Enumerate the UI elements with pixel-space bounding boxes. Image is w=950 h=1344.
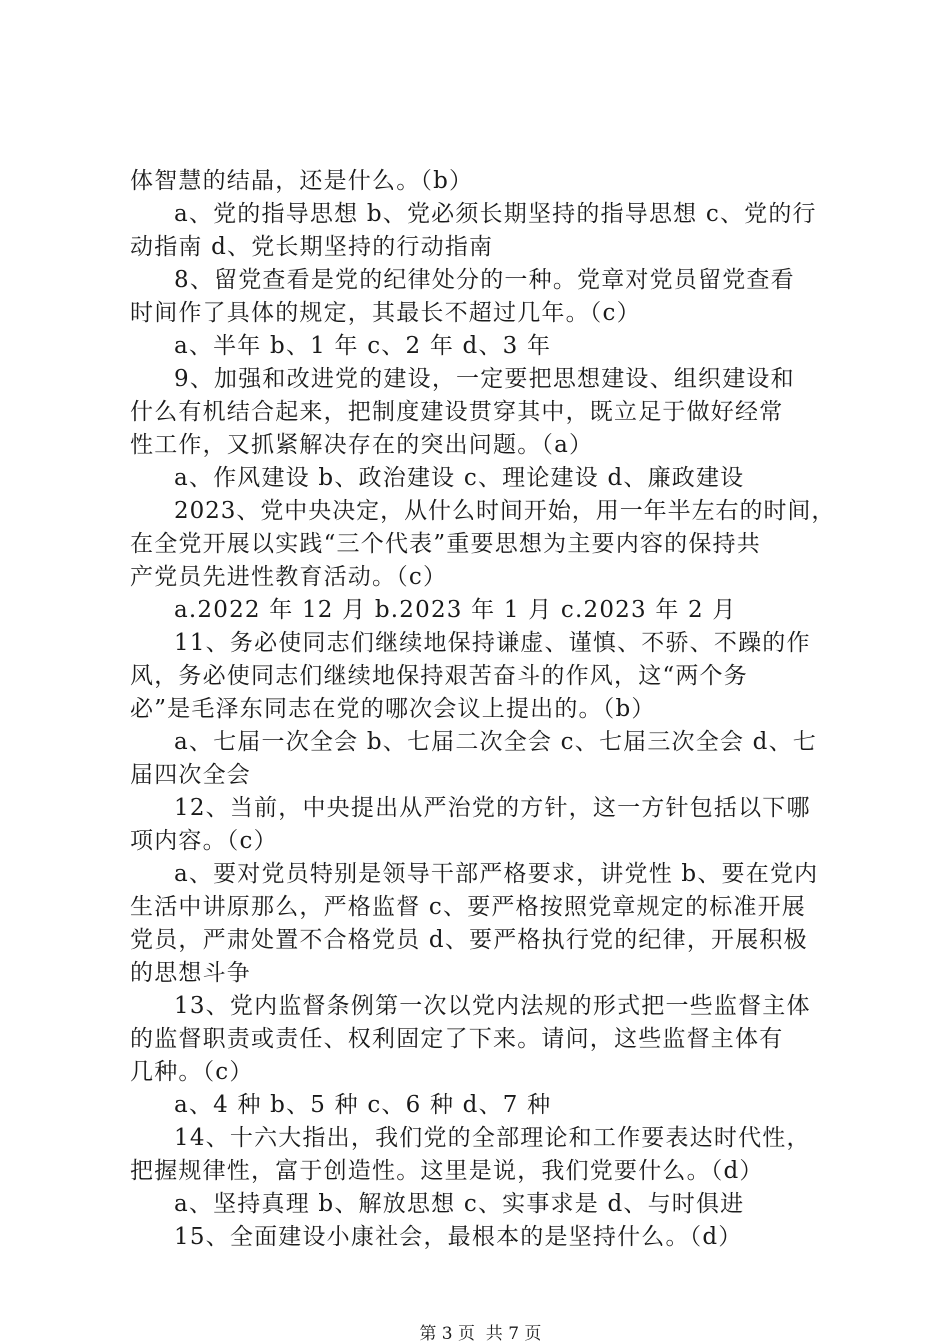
text-line: 几种。（c） [130,1059,254,1085]
text-line: 性工作，又抓紧解决存在的突出问题。（a） [130,432,594,458]
page-footer [0,1299,950,1344]
text-line: a、作风建设 b、政治建设 c、理论建设 d、廉政建设 [174,465,745,491]
text-line: 动指南 d、党长期坚持的行动指南 [130,234,494,260]
text-line: 14、十六大指出，我们党的全部理论和工作要表达时代性， [174,1125,811,1151]
text-line: 生活中讲原那么，严格监督 c、要严格按照党章规定的标准开展 [130,894,806,920]
text-line: 项内容。（c） [130,828,278,854]
text-line: a、4 种 b、5 种 c、6 种 d、7 种 [174,1092,552,1118]
text-line: 届四次全会 [130,762,251,788]
text-line: 风，务必使同志们继续地保持艰苦奋斗的作风，这“两个务 [130,663,748,689]
text-line: 党员，严肃处置不合格党员 d、要严格执行党的纪律，开展积极 [130,927,808,953]
text-line: 时间作了具体的规定，其最长不超过几年。（c） [130,300,641,326]
text-line: 体智慧的结晶，还是什么。（b） [130,168,474,194]
text-line: a、七届一次全会 b、七届二次全会 c、七届三次全会 d、七 [174,729,817,755]
text-line: 2023、党中央决定，从什么时间开始，用一年半左右的时间， [174,498,836,524]
page-number-label: 第 3 页 共 7 页 [419,1324,542,1344]
text-line: 把握规律性，富于创造性。这里是说，我们党要什么。（d） [130,1158,764,1184]
text-line: a、半年 b、1 年 c、2 年 d、3 年 [174,333,552,359]
text-line: 9、加强和改进党的建设，一定要把思想建设、组织建设和 [174,366,795,392]
text-line: 产党员先进性教育活动。（c） [130,564,448,590]
text-line: 什么有机结合起来，把制度建设贯穿其中，既立足于做好经常 [130,399,784,425]
text-line: 的监督职责或责任、权利固定了下来。请问，这些监督主体有 [130,1026,784,1052]
text-line: a、坚持真理 b、解放思想 c、实事求是 d、与时俱进 [174,1191,745,1217]
text-line: 13、党内监督条例第一次以党内法规的形式把一些监督主体 [174,993,811,1019]
text-line: 11、务必使同志们继续地保持谦虚、谨慎、不骄、不躁的作 [174,630,811,656]
text-line: 必”是毛泽东同志在党的哪次会议上提出的。（b） [130,696,656,722]
text-line: 8、留党查看是党的纪律处分的一种。党章对党员留党查看 [174,267,795,293]
text-line: 的思想斗争 [130,960,251,986]
text-line: a、要对党员特别是领导干部严格要求，讲党性 b、要在党内 [174,861,819,887]
text-line: 15、全面建设小康社会，最根本的是坚持什么。（d） [174,1224,743,1250]
text-line: 12、当前，中央提出从严治党的方针，这一方针包括以下哪 [174,795,811,821]
text-line: 在全党开展以实践“三个代表”重要思想为主要内容的保持共 [130,531,761,557]
text-line: a、党的指导思想 b、党必须长期坚持的指导思想 c、党的行 [174,201,817,227]
text-line: a.2022 年 12 月 b.2023 年 1 月 c.2023 年 2 月 [174,597,737,623]
